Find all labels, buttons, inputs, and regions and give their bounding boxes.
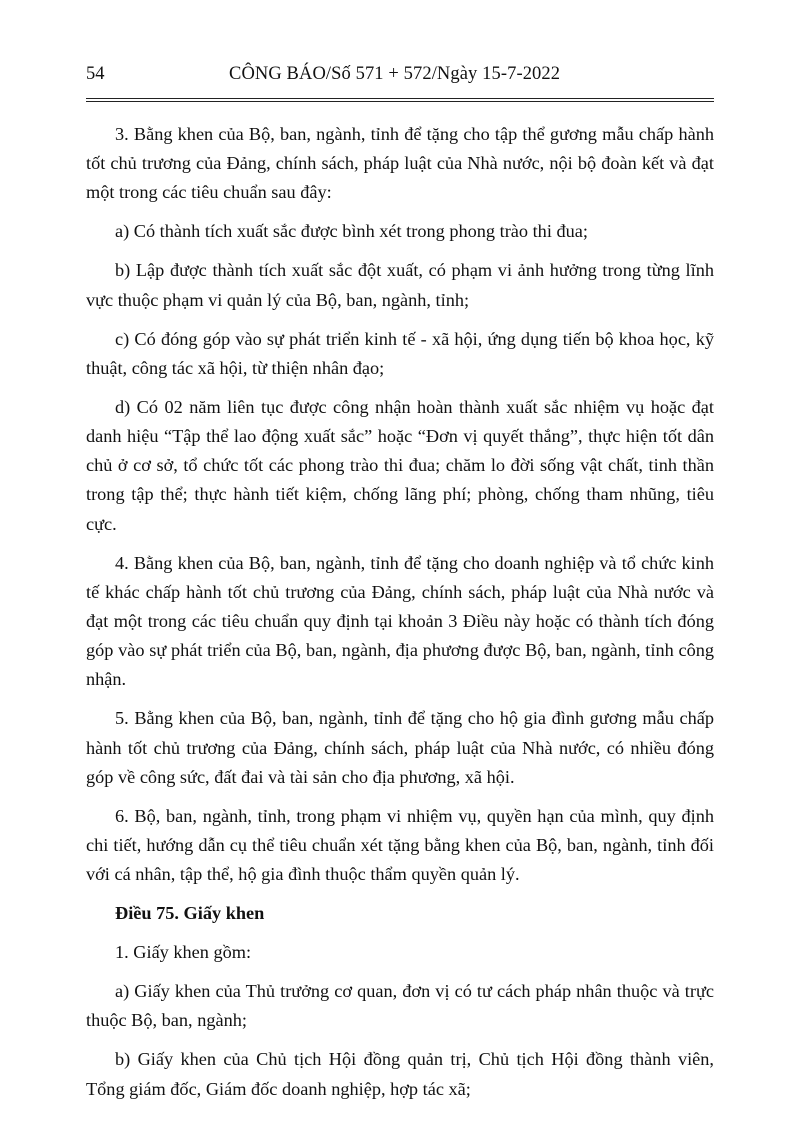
header-rule-bottom [86, 101, 714, 102]
paragraph-clause-3d: d) Có 02 năm liên tục được công nhận hoàn thành xuất sắc nhiệm vụ hoặc đạt danh hiệu “Tập thể lao động xuất sắc” hoặc “Đơn vị quyết thắng”, thực hiện tốt dân chủ ở cơ sở, tổ chức tốt các phong trào thi đua; chăm lo đời sống vật chất, tinh thần trong tập thể; thực hành tiết kiệm, chống lãng phí; phòng, chống tham nhũng, tiêu cực. [86, 396, 714, 534]
document-page [86, 64, 714, 1114]
article-heading: Điều 75. Giấy khen [115, 903, 265, 924]
document-body [86, 120, 714, 1104]
article-paragraph-1a: a) Giấy khen của Thủ trưởng cơ quan, đơn vị có tư cách pháp nhân thuộc và trực thuộc Bộ, ban, ngành; [86, 981, 714, 1031]
paragraph-clause-3c: c) Có đóng góp vào sự phát triển kinh tế - xã hội, ứng dụng tiến bộ khoa học, kỹ thuật, công tác xã hội, từ thiện nhân đạo; [86, 328, 714, 378]
page-number: 54 [86, 64, 105, 84]
article-paragraph-1b: b) Giấy khen của Chủ tịch Hội đồng quản trị, Chủ tịch Hội đồng thành viên, Tổng giám đốc, Giám đốc doanh nghiệp, hợp tác xã; [86, 1049, 714, 1099]
page-header [86, 64, 714, 92]
paragraph-clause-3: 3. Bằng khen của Bộ, ban, ngành, tỉnh để tặng cho tập thể gương mẫu chấp hành tốt chủ trương của Đảng, chính sách, pháp luật của Nhà nước, nội bộ đoàn kết và đạt một trong các tiêu chuẩn sau đây: [86, 124, 714, 203]
paragraph-clause-5: 5. Bằng khen của Bộ, ban, ngành, tỉnh để tặng cho hộ gia đình gương mẫu chấp hành tốt chủ trương của Đảng, chính sách, pháp luật của Nhà nước, có nhiều đóng góp về công sức, đất đai và tài sản cho địa phương, xã hội. [86, 708, 714, 787]
paragraph-clause-4: 4. Bằng khen của Bộ, ban, ngành, tỉnh để tặng cho doanh nghiệp và tổ chức kinh tế khác chấp hành tốt chủ trương của Đảng, chính sách, pháp luật của Nhà nước và đạt một trong các tiêu chuẩn quy định tại khoản 3 Điều này hoặc có thành tích đóng góp vào sự phát triển của Bộ, ban, ngành, địa phương được Bộ, ban, ngành, tỉnh công nhận. [86, 552, 714, 690]
paragraph-clause-6: 6. Bộ, ban, ngành, tỉnh, trong phạm vi nhiệm vụ, quyền hạn của mình, quy định chi tiết, hướng dẫn cụ thể tiêu chuẩn xét tặng bằng khen của Bộ, ban, ngành, tỉnh đối với cá nhân, tập thể, hộ gia đình thuộc thẩm quyền quản lý. [86, 805, 714, 885]
journal-title: CÔNG BÁO/Số 571 + 572/Ngày 15-7-2022 [229, 64, 561, 84]
paragraph-clause-3b: b) Lập được thành tích xuất sắc đột xuất, có phạm vi ảnh hưởng trong từng lĩnh vực thuộc phạm vi quản lý của Bộ, ban, ngành, tỉnh; [86, 260, 714, 310]
article-paragraph-1: 1. Giấy khen gồm: [115, 942, 252, 963]
header-rule-top [86, 98, 714, 99]
paragraph-clause-3a: a) Có thành tích xuất sắc được bình xét trong phong trào thi đua; [115, 221, 588, 242]
